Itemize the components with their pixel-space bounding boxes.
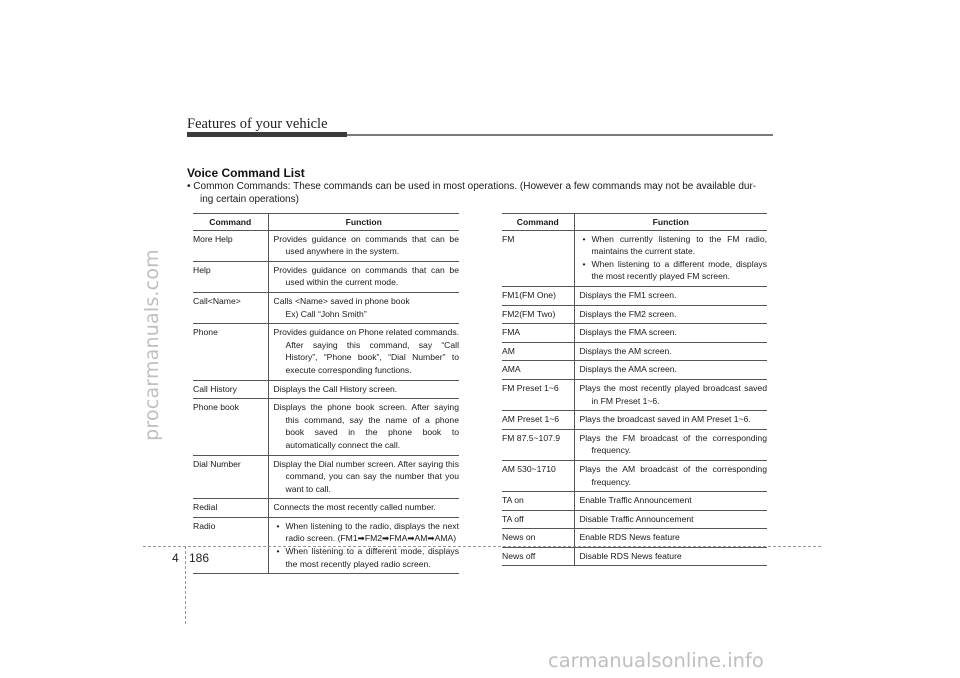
table-row [193,499,459,518]
bullet-text: When currently listening to the FM radio, maintains the current state. [591,233,767,257]
function-example: Ex) Call “John Smith” [285,308,367,319]
command-cell: Call History [193,380,268,399]
command-cell: FM2(FM Two) [502,305,574,324]
command-cell: Radio [193,517,268,573]
function-cell [574,411,767,430]
function-cell [268,455,459,499]
command-cell: News on [502,529,574,548]
table-row [502,547,767,566]
function-cell [574,286,767,305]
command-cell: AMA [502,361,574,380]
function-cell [574,379,767,410]
command-cell: TA on [502,492,574,511]
side-watermark: procarmanuals.com [141,249,163,441]
table-row [502,342,767,361]
function-cell [574,305,767,324]
table-row [193,324,459,380]
function-cell [268,292,459,323]
function-bullet [580,258,768,283]
function-text: Displays the FMA screen. [579,327,677,338]
section-title: Voice Command List [187,166,305,180]
table-row [502,230,767,286]
page-header-title: Features of your vehicle [187,116,328,132]
function-cell [268,230,459,261]
command-cell: FM1(FM One) [502,286,574,305]
function-cell [268,261,459,292]
function-bullet [274,545,460,570]
function-text: Provides guidance on Phone related commands. After saying this command, say “Call History”, “Phone book”, “Dial Number” to execute corresponding functions. [273,327,459,375]
table-row [502,305,767,324]
command-cell: Help [193,261,268,292]
intro-paragraph [187,181,775,206]
command-cell: AM 530~1710 [502,460,574,491]
bullet-dot: • [582,258,586,269]
function-text: Displays the AM screen. [579,345,672,356]
header-rule-dark [187,132,347,137]
intro-line-2: ing certain operations) [200,193,299,205]
bullet-text: When listening to a different mode, displays the most recently played FM screen. [591,258,767,282]
function-text: Enable RDS News feature [579,532,680,543]
function-cell [574,361,767,380]
column-header-function: Function [574,214,767,231]
column-header-command: Command [502,214,574,231]
table-row [502,460,767,491]
table-row [193,230,459,261]
function-bullet [274,520,460,545]
function-cell [268,399,459,455]
table-row [193,261,459,292]
function-text: Plays the AM broadcast of the corresponding frequency. [579,463,767,487]
bottom-watermark: carmanualsonline.info [548,649,764,672]
command-cell: FM Preset 1~6 [502,379,574,410]
table-header-row [193,214,459,231]
table-header-row [502,214,767,231]
table-row [502,529,767,548]
function-cell [574,492,767,511]
page-number: 186 [189,551,210,565]
function-text: Displays the FM2 screen. [579,308,677,319]
table-row [502,361,767,380]
function-cell [574,529,767,548]
column-header-command: Command [193,214,268,231]
table-row [193,292,459,323]
table-row [502,286,767,305]
function-text: Plays the most recently played broadcast saved in FM Preset 1~6. [579,382,767,406]
function-text: Enable Traffic Announcement [579,495,692,506]
table-row [193,399,459,455]
function-bullet [580,233,768,258]
bullet-dot: • [276,520,280,531]
bullet-text: When listening to a different mode, displays the most recently played radio screen. [285,546,459,569]
command-cell: More Help [193,230,268,261]
function-text: Displays the phone book screen. After saying this command, say the name of a phone book saved in the phone book to automatically connect the call. [273,402,459,450]
command-cell: FMA [502,324,574,343]
function-text: Provides guidance on commands that can be used anywhere in the system. [273,233,459,257]
command-cell: Phone [193,324,268,380]
command-cell: Phone book [193,399,268,455]
command-cell: AM [502,342,574,361]
intro-line-1: • Common Commands: These commands can be used in most operations. (However a few commands may not be available dur- [187,181,757,192]
bullet-dot: • [276,546,280,557]
function-cell [268,499,459,518]
bullet-dot: • [582,233,586,244]
function-cell [574,230,767,286]
table-row [502,429,767,460]
command-cell: FM 87.5~107.9 [502,429,574,460]
table-row [502,411,767,430]
footer-dashed-divider [185,546,186,624]
column-header-function: Function [268,214,459,231]
function-text: Displays the Call History screen. [273,383,398,394]
command-cell: Call<Name> [193,292,268,323]
command-cell: Redial [193,499,268,518]
function-text: Display the Dial number screen. After saying this command, you can say the number that you want to call. [273,458,459,494]
command-cell: AM Preset 1~6 [502,411,574,430]
command-cell: Dial Number [193,455,268,499]
function-cell [574,342,767,361]
function-text: Calls <Name> saved in phone book [273,295,410,306]
function-cell [268,324,459,380]
bullet-text: When listening to the radio, displays the next radio screen. (FM1➡FM2➡FMA➡AM➡AMA) [285,520,459,544]
function-text: Provides guidance on commands that can be used within the current mode. [273,264,459,288]
command-cell: TA off [502,510,574,529]
function-text: Plays the FM broadcast of the corresponding frequency. [579,432,767,456]
function-text: Displays the AMA screen. [579,364,677,375]
header-rule-light [347,134,773,136]
function-cell [574,510,767,529]
table-row [193,380,459,399]
function-text: Disable Traffic Announcement [579,513,694,524]
table-row [502,379,767,410]
command-cell: News off [502,547,574,566]
function-text: Displays the FM1 screen. [579,289,677,300]
table-row [502,492,767,511]
command-table-left [193,213,459,574]
table-row [502,510,767,529]
function-text: Connects the most recently called number. [273,502,436,513]
chapter-number: 4 [172,551,179,565]
table-row [193,455,459,499]
function-cell [574,324,767,343]
function-text: Disable RDS News feature [579,550,682,561]
table-row [502,324,767,343]
function-cell [268,380,459,399]
command-table-right [502,213,767,566]
function-cell [574,460,767,491]
footer-dashed-rule [143,546,821,547]
function-cell [574,547,767,566]
function-text: Plays the broadcast saved in AM Preset 1~6. [579,414,751,425]
function-cell [574,429,767,460]
command-cell: FM [502,230,574,286]
